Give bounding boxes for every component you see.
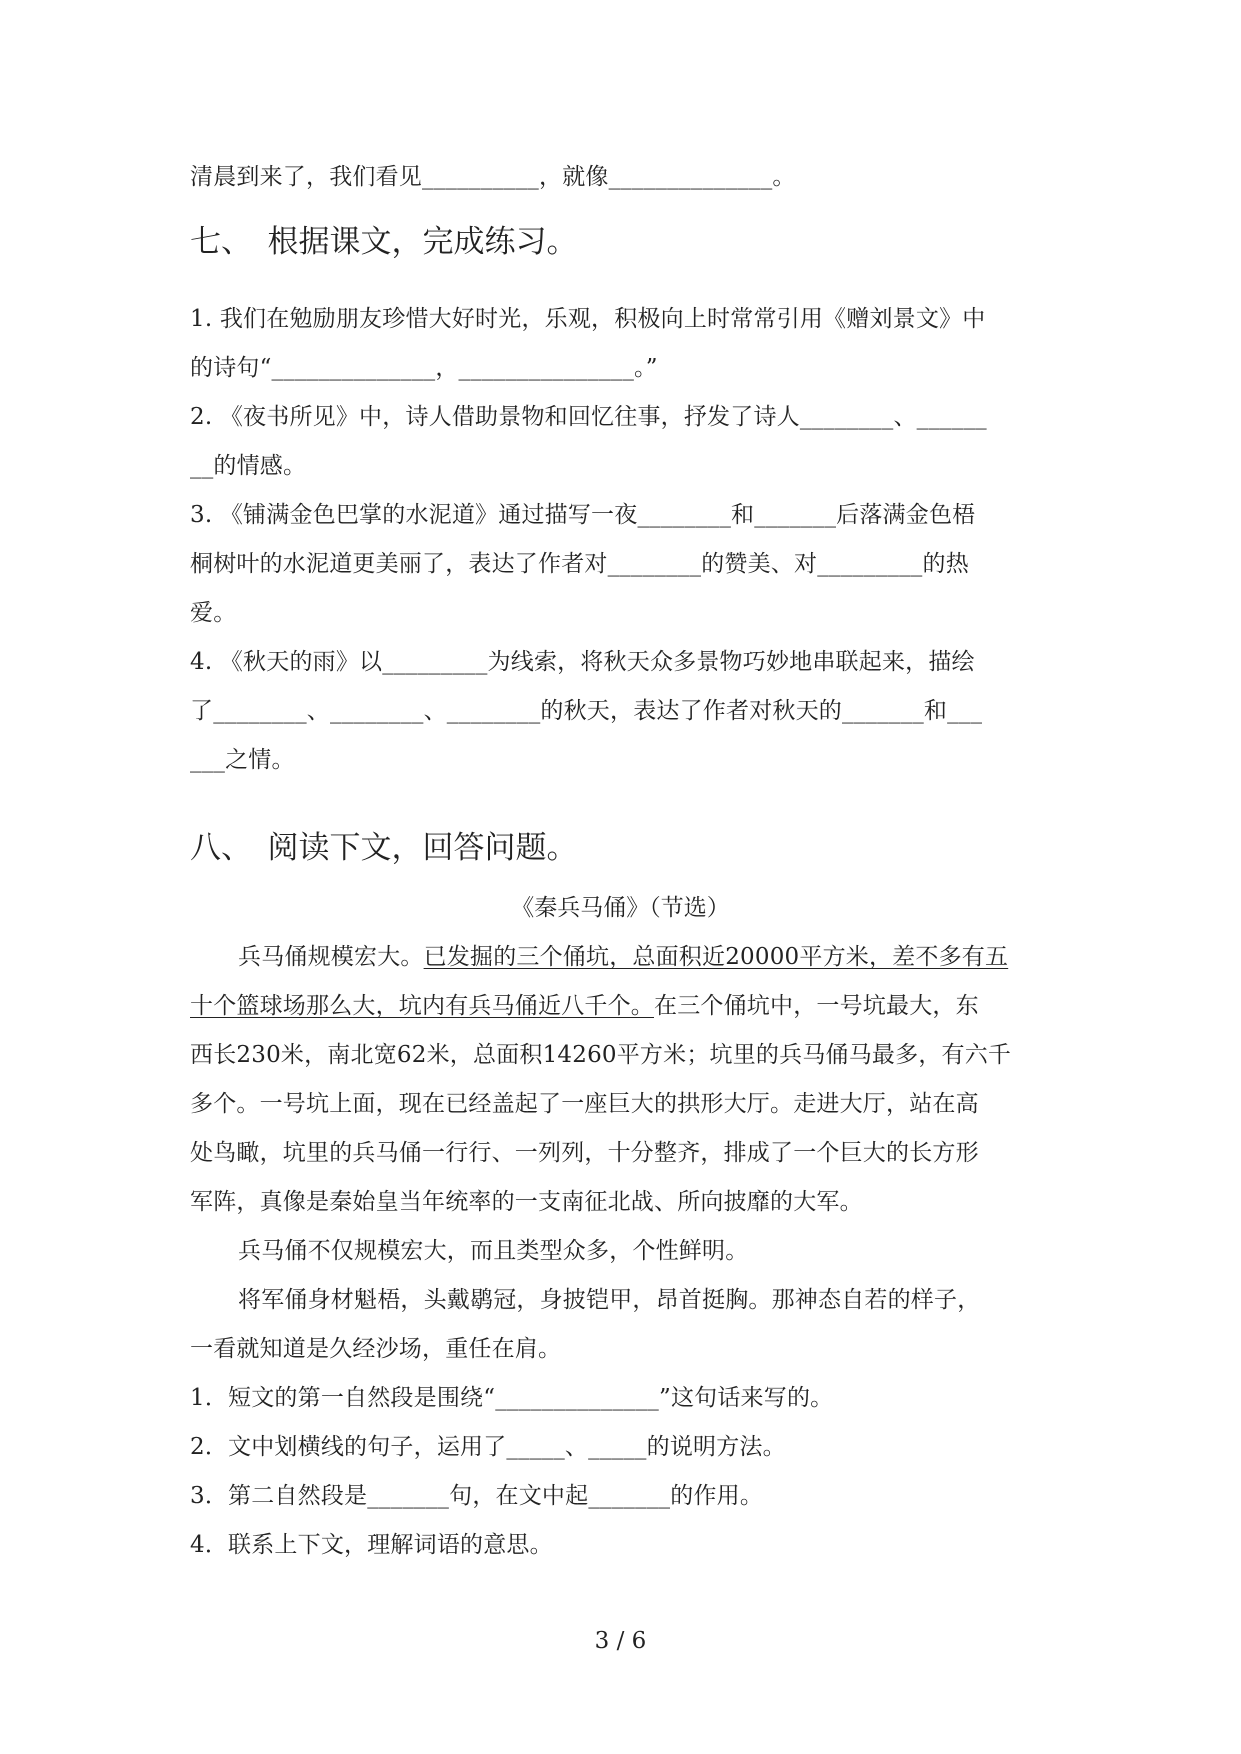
passage-line (190, 991, 979, 1021)
question-line: 2. 《夜书所见》中，诗人借助景物和回忆往事，抒发了诗人________、______ (190, 404, 987, 430)
fill-blank-line: 清晨到来了，我们看见__________，就像______________。 (190, 164, 796, 190)
question-line: 3．第二自然段是_______句，在文中起_______的作用。 (190, 1483, 764, 1509)
passage-line: 一看就知道是久经沙场，重任在肩。 (190, 1336, 562, 1362)
question-line: __的情感。 (190, 453, 307, 479)
question-line: 的诗句“______________，_______________。” (190, 355, 658, 381)
question-line: 桐树叶的水泥道更美丽了，表达了作者对________的赞美、对_________的热 (190, 551, 969, 577)
underlined-sentence: 已发掘的三个俑坑，总面积近20000平方米，差不多有五 (423, 944, 1009, 970)
question-line: 2．文中划横线的句子，运用了_____、_____的说明方法。 (190, 1434, 786, 1460)
question-line: 4. 《秋天的雨》以_________为线索，将秋天众多景物巧妙地串联起来，描绘 (190, 649, 975, 675)
question-line: 1．短文的第一自然段是围绕“______________”这句话来写的。 (190, 1385, 834, 1411)
passage-text: 兵马俑规模宏大。 (238, 944, 424, 970)
article-title: 《秦兵马俑》（节选） (511, 895, 730, 921)
passage-line: 将军俑身材魁梧，头戴鹖冠，身披铠甲，昂首挺胸。那神态自若的样子， (238, 1287, 981, 1313)
underlined-sentence: 十个篮球场那么大，坑内有兵马俑近八千个。 (190, 993, 654, 1019)
question-line: 了________、________、________的秋天，表达了作者对秋天的_______和___ (190, 698, 983, 724)
question-line: 1. 我们在勉励朋友珍惜大好时光，乐观，积极向上时常常引用《赠刘景文》中 (190, 306, 986, 332)
page-number: 3 / 6 (594, 1628, 647, 1654)
question-line: 爱。 (190, 600, 237, 626)
section-heading-7: 七、 根据课文，完成练习。 (190, 224, 578, 260)
passage-line: 兵马俑不仅规模宏大，而且类型众多，个性鲜明。 (238, 1238, 749, 1264)
passage-line: 处鸟瞰，坑里的兵马俑一行行、一列列，十分整齐，排成了一个巨大的长方形 (190, 1140, 979, 1166)
passage-line (238, 942, 1008, 972)
passage-text: 在三个俑坑中，一号坑最大，东 (654, 993, 979, 1019)
passage-line: 西长230米，南北宽62米，总面积14260平方米；坑里的兵马俑马最多，有六千 (190, 1042, 1012, 1068)
question-line: ___之情。 (190, 747, 295, 773)
section-heading-8: 八、 阅读下文，回答问题。 (190, 830, 578, 866)
question-line: 3. 《铺满金色巴掌的水泥道》通过描写一夜________和_______后落满金色梧 (190, 502, 976, 528)
passage-line: 多个。一号坑上面，现在已经盖起了一座巨大的拱形大厅。走进大厅，站在高 (190, 1091, 979, 1117)
question-line: 4．联系上下文，理解词语的意思。 (190, 1532, 553, 1558)
passage-line: 军阵，真像是秦始皇当年统率的一支南征北战、所向披靡的大军。 (190, 1189, 863, 1215)
